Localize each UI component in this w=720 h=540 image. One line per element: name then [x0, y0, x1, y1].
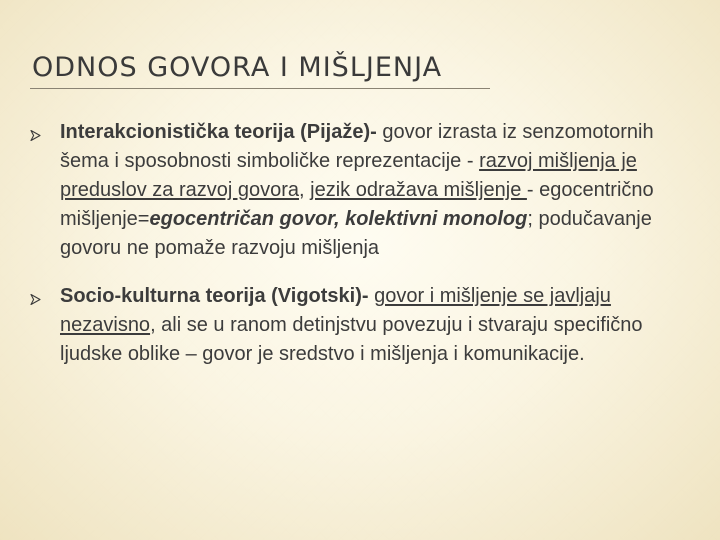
bullet-item-sociocultural — [30, 282, 680, 369]
title-divider — [30, 88, 490, 89]
underlined-phrase: razvoj mišljenja je preduslov za razvoj govora — [60, 150, 637, 201]
underlined-phrase: jezik odražava mišljenje — [310, 179, 527, 201]
bullet-term: Interakcionistička teorija (Pijaže)- — [60, 121, 377, 143]
bullet-text: - egocentrično mišljenje= — [60, 179, 654, 230]
underlined-phrase: govor i mišljenje se javljaju nezavisno — [60, 285, 611, 336]
bullet-term: Socio-kulturna teorija (Vigotski)- — [60, 285, 369, 307]
bullet-text: ; podučavanje govoru ne pomaže razvoju mišljenja — [60, 208, 652, 259]
arrow-head-icon — [30, 130, 41, 141]
bullet-text: , — [299, 179, 311, 201]
emphasized-phrase: egocentričan govor, kolektivni monolog — [149, 208, 528, 230]
bullet-item-interactionist — [30, 118, 680, 263]
bullet-text: govor izrasta iz senzomotornih šema i sposobnosti simboličke reprezentacije - — [60, 121, 654, 172]
arrow-head-icon — [30, 294, 41, 305]
slide-title: ODNOS GOVORA I MIŠLJENJA — [32, 52, 443, 83]
bullet-list — [30, 118, 680, 369]
bullet-text: , ali se u ranom detinjstvu povezuju i stvaraju specifično ljudske oblike – govor je sredstvo i mišljenja i komunikacije. — [60, 314, 643, 365]
